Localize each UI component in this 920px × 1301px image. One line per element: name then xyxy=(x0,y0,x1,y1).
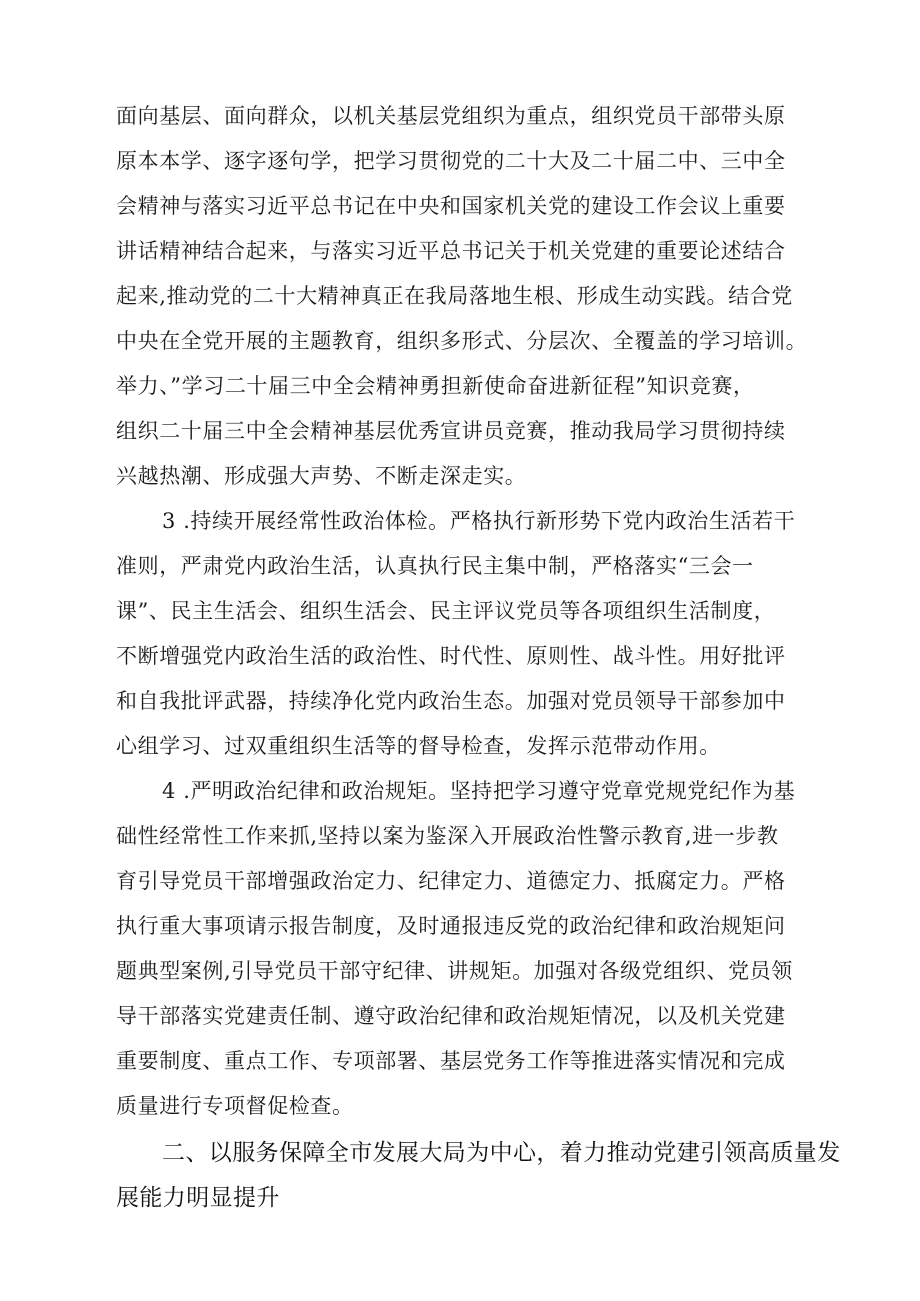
text-line: 组织二十届三中全会精神基层优秀宣讲员竞赛，推动我局学习贯彻持续 xyxy=(116,419,786,443)
text-line: 育引导党员干部增强政治定力、纪律定力、道德定力、抵腐定力。严格 xyxy=(116,869,786,893)
heading-line: 二、以服务保障全市发展大局为中心，着力推动党建引领高质量发 xyxy=(162,1140,841,1166)
text-line: 重要制度、重点工作、专项部署、基层党务工作等推进落实情况和完成 xyxy=(116,1049,786,1073)
text-line: 4 .严明政治纪律和政治规矩。坚持把学习遵守党章党规党纪作为基 xyxy=(162,779,796,803)
text-line: 面向基层、面向群众，以机关基层党组织为重点，组织党员干部带头原 xyxy=(116,104,786,128)
text-line: 起来,推动党的二十大精神真正在我局落地生根、形成生动实践。结合党 xyxy=(116,284,793,308)
text-line: 题典型案例,引导党员干部守纪律、讲规矩。加强对各级党组织、党员领 xyxy=(116,959,793,983)
text-line: 兴越热潮、形成强大声势、不断走深走实。 xyxy=(116,464,527,488)
text-line: 执行重大事项请示报告制度，及时通报违反党的政治纪律和政治规矩问 xyxy=(116,914,786,938)
text-line: 准则，严肃党内政治生活，认真执行民主集中制，严格落实“三会一 xyxy=(116,554,754,578)
text-line: 础性经常性工作来抓,坚持以案为鉴深入开展政治性警示教育,进一步教 xyxy=(116,824,779,848)
text-line: 不断增强党内政治生活的政治性、时代性、原则性、战斗性。用好批评 xyxy=(116,644,786,668)
text-line: 原本本学、逐字逐句学，把学习贯彻党的二十大及二十届二中、三中全 xyxy=(116,149,786,173)
text-line: 3 .持续开展经常性政治体检。严格执行新形势下党内政治生活若干 xyxy=(162,509,796,533)
text-line: 课”、民主生活会、组织生活会、民主评议党员等各项组织生活制度， xyxy=(116,599,776,623)
text-line: 会精神与落实习近平总书记在中央和国家机关党的建设工作会议上重要 xyxy=(116,194,786,218)
text-line: 举力、”学习二十届三中全会精神勇担新使命奋进新征程”知识竞赛， xyxy=(116,374,755,398)
text-line: 心组学习、过双重组织生活等的督导检查，发挥示范带动作用。 xyxy=(116,734,721,758)
text-line: 讲话精神结合起来，与落实习近平总书记关于机关党建的重要论述结合 xyxy=(116,239,786,263)
text-line: 和自我批评武器，持续净化党内政治生态。加强对党员领导干部参加中 xyxy=(116,689,786,713)
text-line: 质量进行专项督促检查。 xyxy=(116,1094,354,1118)
heading-line: 展能力明显提升 xyxy=(116,1185,280,1211)
text-line: 导干部落实党建责任制、遵守政治纪律和政治规矩情况，以及机关党建 xyxy=(116,1004,786,1028)
text-line: 中央在全党开展的主题教育，组织多形式、分层次、全覆盖的学习培训。 xyxy=(116,329,808,353)
